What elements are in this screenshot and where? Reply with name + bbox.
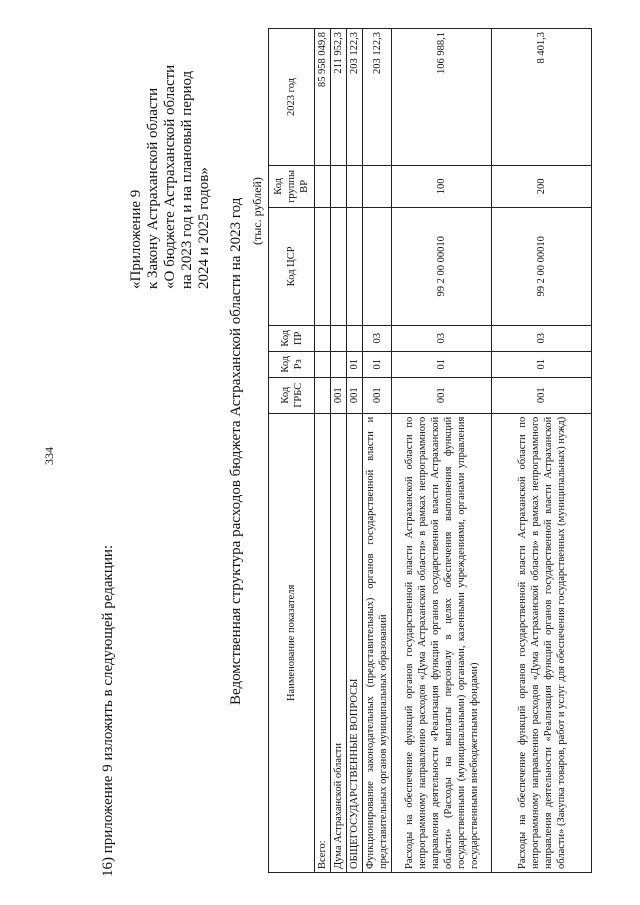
- cell-rz: 01: [492, 351, 592, 377]
- amendment-intro: 16) приложение 9 изложить в следующей редакции:: [100, 544, 116, 877]
- cell-grbs: 001: [392, 377, 492, 413]
- header-vr: Код группы ВР: [269, 165, 315, 207]
- appendix-line: «О бюджете Астраханской области: [162, 64, 178, 289]
- cell-vr: [347, 165, 363, 207]
- cell-name: ОБЩЕГОСУДАРСТВЕННЫЕ ВОПРОСЫ: [347, 413, 363, 872]
- cell-sum: 211 952,3: [331, 29, 347, 166]
- cell-csr: [331, 207, 347, 325]
- header-name: Наименование показателя: [269, 413, 315, 872]
- cell-sum: 106 988,1: [392, 29, 492, 166]
- cell-csr: [363, 207, 392, 325]
- cell-rz: 01: [347, 351, 363, 377]
- cell-grbs: 001: [363, 377, 392, 413]
- table-row: [315, 29, 331, 873]
- appendix-line: на 2023 год и на плановый период: [179, 70, 195, 289]
- cell-sum: 8 401,3: [492, 29, 592, 166]
- table-row: [363, 29, 392, 873]
- appendix-line: 2024 и 2025 годов»: [196, 167, 212, 289]
- appendix-line: «Приложение 9: [128, 189, 144, 289]
- cell-vr: 200: [492, 165, 592, 207]
- cell-vr: [331, 165, 347, 207]
- table-row: [331, 29, 347, 873]
- cell-pr: [331, 325, 347, 351]
- table-row: [492, 29, 592, 873]
- table-row: [347, 29, 363, 873]
- appendix-line: к Закону Астраханской области: [145, 87, 161, 289]
- cell-grbs: 001: [347, 377, 363, 413]
- cell-name: Расходы на обеспечение функций органов государственной власти Астраханской области по непрограммному направлению расходов «Дума Астраханской области» в рамках непрограммного направления деятельности «Реализация функций органов государственной власти Астраханской области» (Расходы на выплаты персоналу в целях обеспечения выполнения функций государственными (муниципальными) органами, казенными учреждениями, органами управления государственными внебюджетными фондами): [392, 413, 492, 872]
- cell-csr: 99 2 00 00010: [392, 207, 492, 325]
- cell-sum: 203 122,3: [347, 29, 363, 166]
- cell-rz: [331, 351, 347, 377]
- table-row: [392, 29, 492, 873]
- cell-pr: 03: [492, 325, 592, 351]
- cell-rz: 01: [363, 351, 392, 377]
- header-pr: Код ПР: [269, 325, 315, 351]
- budget-table: [268, 28, 592, 873]
- table-header-row: [269, 29, 315, 873]
- cell-name: Всего:: [315, 413, 331, 872]
- cell-sum: 203 122,3: [363, 29, 392, 166]
- cell-pr: 03: [392, 325, 492, 351]
- cell-csr: [315, 207, 331, 325]
- cell-vr: [363, 165, 392, 207]
- header-csr: Код ЦСР: [269, 207, 315, 325]
- cell-pr: [347, 325, 363, 351]
- cell-csr: 99 2 00 00010: [492, 207, 592, 325]
- units-label: (тыс. рублей): [250, 177, 264, 245]
- cell-grbs: 001: [331, 377, 347, 413]
- cell-csr: [347, 207, 363, 325]
- cell-name: Функционирование законодательных (представительных) органов государственной власти и представительных органов муниципальных образований: [363, 413, 392, 872]
- header-sum: 2023 год: [269, 29, 315, 166]
- cell-name: Дума Астраханской области: [331, 413, 347, 872]
- document-title: Ведомственная структура расходов бюджета Астраханской области на 2023 год: [228, 197, 244, 705]
- header-grbs: Код ГРБС: [269, 377, 315, 413]
- cell-grbs: 001: [492, 377, 592, 413]
- appendix-header: [128, 65, 213, 289]
- cell-rz: [315, 351, 331, 377]
- cell-rz: 01: [392, 351, 492, 377]
- cell-pr: 03: [363, 325, 392, 351]
- header-rz: Код Рз: [269, 351, 315, 377]
- cell-grbs: [315, 377, 331, 413]
- cell-sum: 85 958 049,8: [315, 29, 331, 166]
- page-number: 334: [42, 447, 56, 465]
- cell-name: Расходы на обеспечение функций органов государственной власти Астраханской области по непрограммному направлению расходов «Дума Астраханской области» в рамках непрограммного направления деятельности «Реализация функций органов государственной власти Астраханской области» (Закупка товаров, работ и услуг для обеспечения государственных (муниципальных) нужд): [492, 413, 592, 872]
- cell-vr: [315, 165, 331, 207]
- cell-vr: 100: [392, 165, 492, 207]
- cell-pr: [315, 325, 331, 351]
